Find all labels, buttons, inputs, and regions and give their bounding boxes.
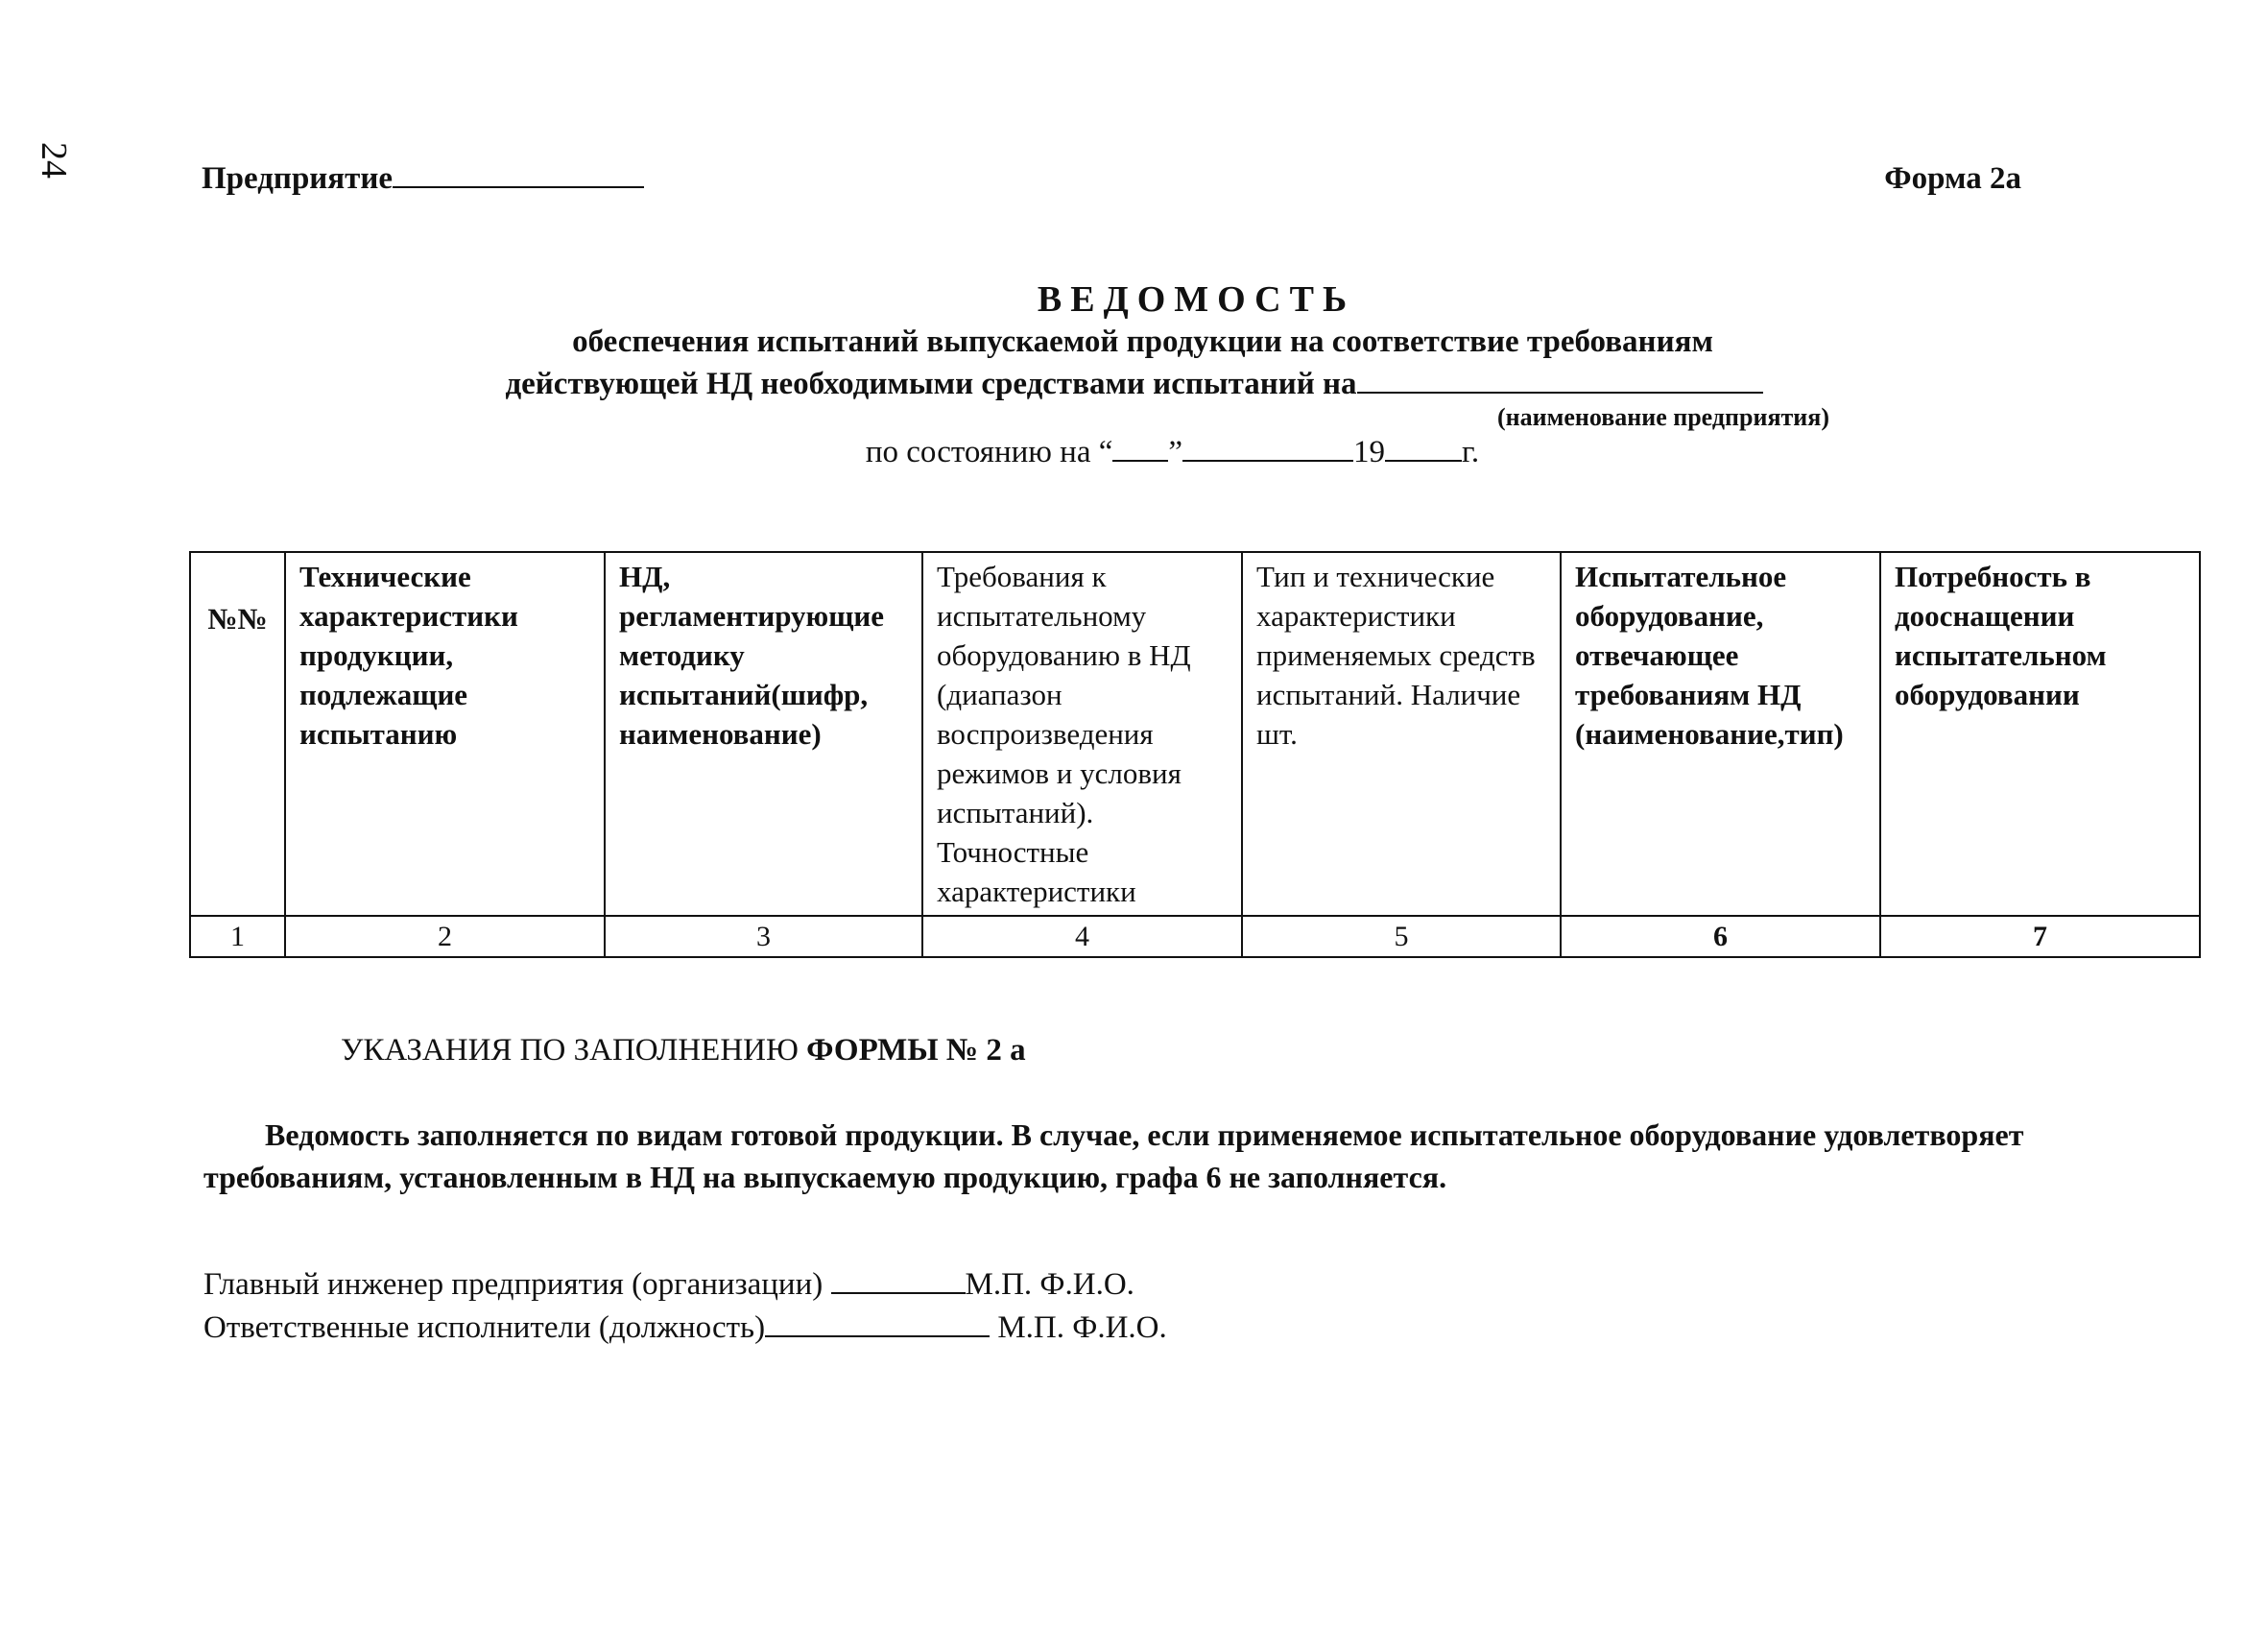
subtitle-line-2 — [0, 367, 2268, 402]
instructions-title-prefix: УКАЗАНИЯ ПО ЗАПОЛНЕНИЮ — [341, 1033, 807, 1068]
header-cell-compliant-equipment: Испытательное оборудование, отвечающее требованиям НД (наименование,тип) — [1561, 552, 1880, 916]
chief-engineer-suffix: М.П. Ф.И.О. — [965, 1267, 1134, 1302]
responsible-label: Ответственные исполнители (должность) — [203, 1310, 766, 1345]
header-cell-equipment-needs: Потребность в дооснащении испытательном оборудовании — [1880, 552, 2200, 916]
header-cell-normative-docs: НД, регламентирующие методику испытаний(шифр, наименование) — [605, 552, 922, 916]
enterprise-name-blank[interactable] — [1357, 392, 1763, 394]
chief-engineer-signature — [203, 1267, 1134, 1303]
responsible-signature — [203, 1310, 1167, 1346]
chief-engineer-blank[interactable] — [831, 1292, 966, 1294]
month-blank[interactable] — [1182, 460, 1353, 462]
column-number: 4 — [922, 916, 1242, 957]
document-title — [0, 278, 2268, 321]
day-blank[interactable] — [1112, 460, 1168, 462]
responsible-blank[interactable] — [765, 1335, 990, 1337]
instructions-title-suffix: ФОРМЫ № 2 а — [806, 1033, 1026, 1068]
testing-table — [189, 551, 2201, 958]
responsible-suffix: М.П. Ф.И.О. — [997, 1310, 1167, 1345]
column-number: 1 — [190, 916, 285, 957]
column-number: 3 — [605, 916, 922, 957]
chief-engineer-label: Главный инженер предприятия (организации) — [203, 1267, 824, 1302]
year-blank[interactable] — [1385, 460, 1462, 462]
table-header-row — [190, 552, 2200, 916]
instructions-title — [341, 1033, 1026, 1068]
instructions-body: Ведомость заполняется по видам готовой продукции. В случае, если применяемое испытательное оборудование удовлетворяет требованиям, установленным в НД на выпускаемую продукцию, графа 6 не заполняется. — [203, 1117, 2024, 1194]
date-line — [0, 435, 2268, 470]
subtitle-line-1 — [0, 324, 2268, 360]
year-suffix: г. — [1462, 435, 1480, 469]
column-number: 5 — [1242, 916, 1561, 957]
enterprise-blank[interactable] — [393, 186, 644, 188]
enterprise-field — [202, 161, 644, 197]
date-mid: ” — [1168, 435, 1183, 469]
page-number: 24 — [34, 142, 74, 179]
header-cell-requirements: Требования к испытательному оборудованию в НД (диапазон воспроизведения режимов и условия испытаний). Точностные характеристики — [922, 552, 1242, 916]
subtitle-line-2-text: действующей НД необходимыми средствами испытаний на — [505, 367, 1357, 401]
table-number-row — [190, 916, 2200, 957]
year-prefix: 19 — [1353, 435, 1386, 469]
subtitle-line-1-text: обеспечения испытаний выпускаемой продукции на соответствие требованиям — [572, 324, 1713, 359]
date-prefix: по состоянию на “ — [865, 435, 1113, 469]
document-title-text: ВЕДОМОСТЬ — [1037, 279, 1356, 320]
column-number: 6 — [1561, 916, 1880, 957]
enterprise-label: Предприятие — [202, 161, 394, 196]
header-cell-characteristics: Технические характеристики продукции, подлежащие испытанию — [285, 552, 605, 916]
column-number: 7 — [1880, 916, 2200, 957]
column-number: 2 — [285, 916, 605, 957]
form-label: Форма 2а — [1884, 161, 2021, 196]
header-cell-number: №№ — [190, 552, 285, 916]
enterprise-name-note: (наименование предприятия) — [1497, 403, 1829, 431]
instructions-text — [203, 1114, 2133, 1198]
header-cell-test-equipment-type: Тип и технические характеристики применяемых средств испытаний. Наличие шт. — [1242, 552, 1561, 916]
